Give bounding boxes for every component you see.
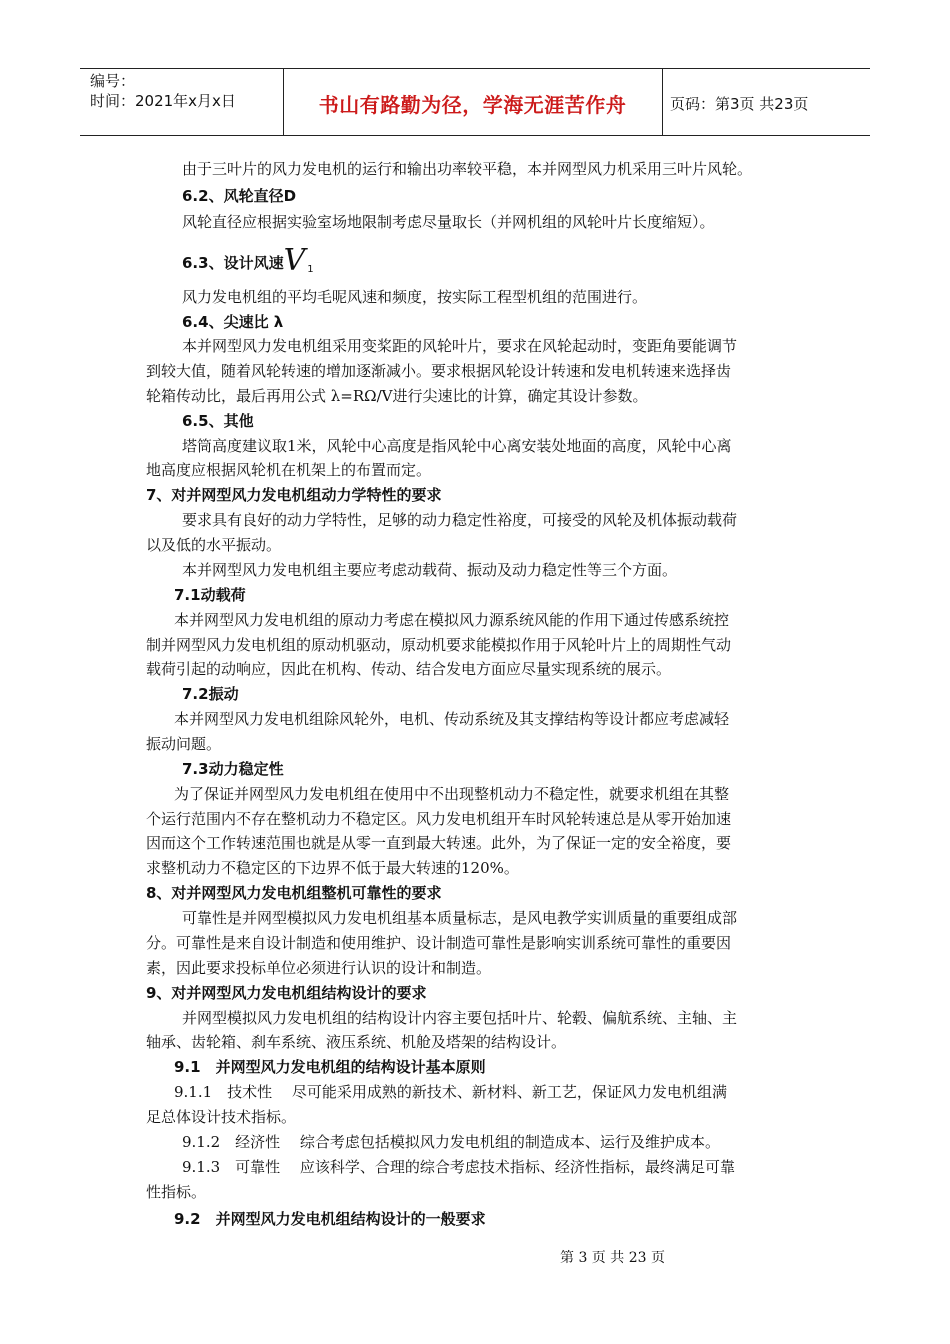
section-heading-7: 7、对并网型风力发电机组动力学特性的要求 xyxy=(146,486,442,504)
paragraph-line: 分。可靠性是来自设计制造和使用维护、设计制造可靠性是影响实训系统可靠性的重要因 xyxy=(146,934,732,952)
section-heading-6-3: 6.3、设计风速V $_1$ xyxy=(182,243,314,278)
section-heading-8: 8、对并网型风力发电机组整机可靠性的要求 xyxy=(146,884,442,902)
paragraph-line: 9.1.3 可靠性 应该科学、合理的综合考虑技术指标、经济性指标，最终满足可靠 xyxy=(182,1158,735,1176)
paragraph-line: 素，因此要求投标单位必须进行认识的设计和制造。 xyxy=(146,959,492,977)
paragraph-line: 求整机动力不稳定区的下边界不低于最大转速的120%。 xyxy=(146,859,519,877)
paragraph-line: 本并网型风力发电机组的原动力考虑在模拟风力源系统风能的作用下通过传感系统控 xyxy=(174,611,730,629)
page-header xyxy=(80,68,870,136)
paragraph-line: 轮箱传动比，最后再用公式 λ=RΩ/V进行尖速比的计算，确定其设计参数。 xyxy=(146,387,648,405)
section-heading-7-3: 7.3动力稳定性 xyxy=(182,760,284,778)
header-divider xyxy=(662,69,663,135)
header-info xyxy=(90,71,236,111)
section-heading-6-2: 6.2、风轮直径D xyxy=(182,187,297,205)
paragraph-line: 本并网型风力发电机组采用变桨距的风轮叶片，要求在风轮起动时，变距角要能调节 xyxy=(182,337,738,355)
paragraph-line: 要求具有良好的动力学特性，足够的动力稳定性裕度，可接受的风轮及机体振动载荷 xyxy=(182,511,738,529)
paragraph-line: 本并网型风力发电机组主要应考虑动载荷、振动及动力稳定性等三个方面。 xyxy=(182,561,678,579)
paragraph-line: 9.1.2 经济性 综合考虑包括模拟风力发电机组的制造成本、运行及维护成本。 xyxy=(182,1133,720,1151)
paragraph-line: 到较大值，随着风轮转速的增加逐渐减小。要求根据风轮设计转速和发电机转速来选择齿 xyxy=(146,362,732,380)
paragraph-line: 因而这个工作转速范围也就是从零一直到最大转速。此外，为了保证一定的安全裕度，要 xyxy=(146,834,732,852)
paragraph-line: 个运行范围内不存在整机动力不稳定区。风力发电机组开车时风轮转速总是从零开始加速 xyxy=(146,810,732,828)
section-heading-6-4: 6.4、尖速比 λ xyxy=(182,313,284,331)
paragraph-line: 可靠性是并网型模拟风力发电机组基本质量标志，是风电教学实训质量的重要组成部 xyxy=(182,909,738,927)
paragraph-line: 地高度应根据风轮机在机架上的布置而定。 xyxy=(146,461,432,479)
paragraph-line: 载荷引起的动响应，因此在机构、传动、结合发电方面应尽量实现系统的展示。 xyxy=(146,660,672,678)
section-heading-9: 9、对并网型风力发电机组结构设计的要求 xyxy=(146,984,427,1002)
paragraph-line: 风轮直径应根据实验室场地限制考虑尽量取长（并网机组的风轮叶片长度缩短）。 xyxy=(182,213,715,231)
header-motto: 书山有路勤为径，学海无涯苦作舟 xyxy=(318,93,627,117)
header-divider xyxy=(283,69,284,135)
section-heading-7-1: 7.1动载荷 xyxy=(174,586,246,604)
paragraph-line: 性指标。 xyxy=(146,1183,207,1201)
paragraph-line: 由于三叶片的风力发电机的运行和输出功率较平稳，本并网型风力机采用三叶片风轮。 xyxy=(182,160,753,178)
section-heading-9-2: 9.2 并网型风力发电机组结构设计的一般要求 xyxy=(174,1210,486,1228)
page-footer: 第 3 页 共 23 页 xyxy=(560,1250,665,1266)
paragraph-line: 振动问题。 xyxy=(146,735,222,753)
paragraph-line: 本并网型风力发电机组除风轮外，电机、传动系统及其支撑结构等设计都应考虑减轻 xyxy=(174,710,730,728)
code-label: 编号： xyxy=(90,72,136,90)
paragraph-line: 塔筒高度建议取1米，风轮中心高度是指风轮中心离安装处地面的高度，风轮中心离 xyxy=(182,437,732,455)
paragraph-line: 并网型模拟风力发电机组的结构设计内容主要包括叶片、轮毂、偏航系统、主轴、主 xyxy=(182,1009,738,1027)
paragraph-line: 制并网型风力发电机组的原动机驱动，原动机要求能模拟作用于风轮叶片上的周期性气动 xyxy=(146,636,732,654)
section-heading-9-1: 9.1 并网型风力发电机组的结构设计基本原则 xyxy=(174,1058,486,1076)
paragraph-line: 轴承、齿轮箱、刹车系统、液压系统、机舱及塔架的结构设计。 xyxy=(146,1033,567,1051)
paragraph-line: 以及低的水平振动。 xyxy=(146,536,282,554)
section-heading-6-5: 6.5、其他 xyxy=(182,412,254,430)
paragraph-line: 为了保证并网型风力发电机组在使用中不出现整机动力不稳定性，就要求机组在其整 xyxy=(174,785,730,803)
header-page-label: 页码：第3页 共23页 xyxy=(670,95,809,113)
date-label: 时间：2021年x月x日 xyxy=(90,92,236,110)
paragraph-line: 足总体设计技术指标。 xyxy=(146,1108,297,1126)
paragraph-line: 风力发电机组的平均毛呢风速和频度，按实际工程型机组的范围进行。 xyxy=(182,288,648,306)
wind-speed-subscript: 1 xyxy=(307,264,314,275)
section-heading-7-2: 7.2振动 xyxy=(182,685,239,703)
wind-speed-symbol: V xyxy=(283,243,306,278)
paragraph-line: 9.1.1 技术性 尽可能采用成熟的新技术、新材料、新工艺，保证风力发电机组满 xyxy=(174,1083,727,1101)
